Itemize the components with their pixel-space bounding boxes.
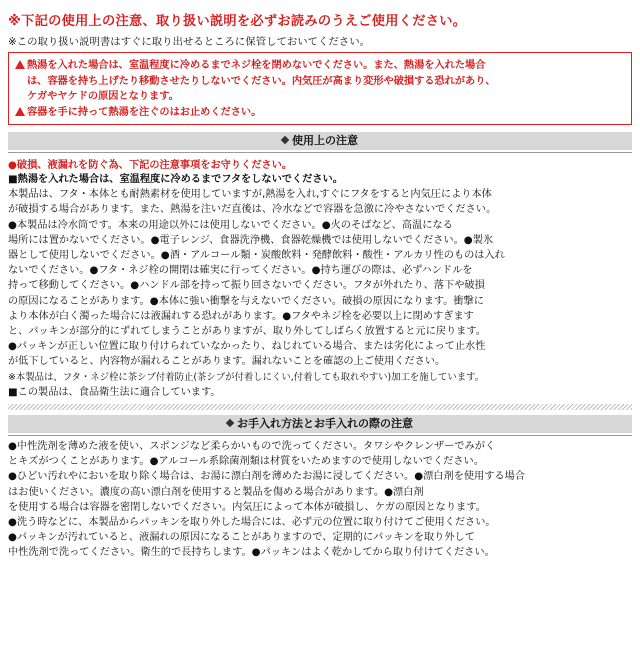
warning-triangle-icon	[15, 107, 25, 116]
usage-line: の原因になることがあります。●本体に強い衝撃を与えないでください。破損の原因になります。衝撃に	[8, 295, 484, 307]
diamond-bullet-icon	[281, 136, 289, 144]
care-line: ●洗う時などに、本製品からパッキンを取り外した場合には、必ず元の位置に取り付けてご使用ください。	[8, 517, 496, 529]
usage-line: 本製品は、フタ・本体とも耐熱素材を使用していますが,熱湯を入れ,すぐにフタをすると内気圧により本体	[8, 189, 492, 201]
divider	[8, 435, 632, 436]
instruction-sheet	[0, 10, 640, 650]
usage-line: ないでください。●フタ・ネジ栓の開閉は確実に行ってください。●持ち運びの際は、必ずハンドルを	[8, 265, 473, 277]
usage-line: が破損する場合があります。また、熱湯を注いだ直後は、冷水などで容器を急激に冷やさないでください。	[8, 204, 497, 216]
care-line: はお使いください。濃度の高い漂白剤を使用すると製品を傷める場合があります。●漂白剤	[8, 486, 424, 498]
care-body	[8, 439, 632, 561]
usage-line: 場所には置かないでください。●電子レンジ、食器洗浄機、食器乾燥機では使用しないでください。●製氷	[8, 234, 494, 246]
hatched-divider	[8, 404, 632, 410]
care-line: を使用する場合は容器を密閉しないでください。内気圧によって本体が破損し、ケガの原因となります。	[8, 501, 486, 513]
warning-line-4: 容器を手に持って熱湯を注ぐのはお止めください。	[15, 105, 625, 121]
usage-section-heading: 使用上の注意	[8, 132, 632, 150]
usage-line: 器として使用しないでください。●酒・アルコール類・炭酸飲料・発酵飲料・酸性・アルカリ性のものは入れ	[8, 250, 505, 262]
divider	[8, 152, 632, 153]
usage-line: ●本製品は冷水筒です。本来の用途以外には使用しないでください。●火のそばなど、高温になる	[8, 219, 453, 231]
usage-line: 持って移動してください。●ハンドル部を持って振り回さないでください。フタが外れたり、落下や破損	[8, 280, 485, 292]
care-line: ●ひどい汚れやにおいを取り除く場合は、お湯に漂白剤を薄めたお湯に浸してください。●漂白剤を使用する場合	[8, 471, 525, 483]
usage-line: ■熱湯を入れた場合は、室温程度に冷めるまでフタをしないでください。	[8, 174, 343, 185]
storage-note: ※この取り扱い説明書はすぐに取り出せるところに保管しておいてください。	[8, 36, 370, 48]
care-line: 中性洗剤で洗ってください。衛生的で長持ちします。●パッキンはよく乾かしてから取り付けてください。	[8, 547, 495, 559]
usage-line: ※本製品は、フタ・ネジ栓に茶シブ付着防止(茶シブが付着しにくい,付着しても取れやすい)加工を施しています。	[8, 371, 485, 383]
usage-line: ●パッキンが正しい位置に取り付けられていなかったり、ねじれている場合、または劣化によって止水性	[8, 341, 486, 353]
hot-water-warning-box	[8, 52, 632, 125]
usage-red-notice: ●破損、液漏れを防ぐ為、下記の注意事項をお守りください。	[8, 160, 292, 171]
care-line: ●パッキンが汚れていると、液漏れの原因になることがありますので、定期的にパッキンを取り外して	[8, 532, 475, 544]
usage-line: より本体が白く濁った場合には液漏れする恐れがあります。●フタやネジ栓を必要以上に閉めすぎます	[8, 310, 474, 322]
usage-line: ■この製品は、食品衛生法に適合しています。	[8, 386, 221, 398]
warning-triangle-icon	[15, 60, 25, 69]
diamond-bullet-icon	[226, 419, 234, 427]
care-section-heading: お手入れ方法とお手入れの際の注意	[8, 415, 632, 433]
usage-body	[8, 172, 632, 400]
warning-line-1: 熱湯を入れた場合は、室温程度に冷めるまでネジ栓を閉めないでください。また、熱湯を入れた場合	[15, 58, 625, 74]
warning-line-3: ケガやヤケドの原因となります。	[27, 91, 179, 102]
usage-line: と、パッキンが部分的にずれてしまうことがありますが、取り外してしばらく放置すると元に戻ります。	[8, 326, 486, 338]
warning-line-2: は、容器を持ち上げたり移動させたりしないでください。内気圧が高まり変形や破損する恐れがあり、	[27, 75, 496, 87]
care-line: ●中性洗剤を薄めた液を使い、スポンジなど柔らかいもので洗ってください。タワシやクレンザーでみがく	[8, 441, 496, 453]
usage-line: が低下していると、内容物が漏れることがあります。漏れないことを確認の上ご使用ください。	[8, 356, 446, 368]
care-line: とキズがつくことがあります。●アルコール系除菌剤類は材質をいためますので使用しないでください。	[8, 456, 484, 468]
page-title: ※下記の使用上の注意、取り扱い説明を必ずお読みのうえご使用ください。	[8, 14, 467, 29]
